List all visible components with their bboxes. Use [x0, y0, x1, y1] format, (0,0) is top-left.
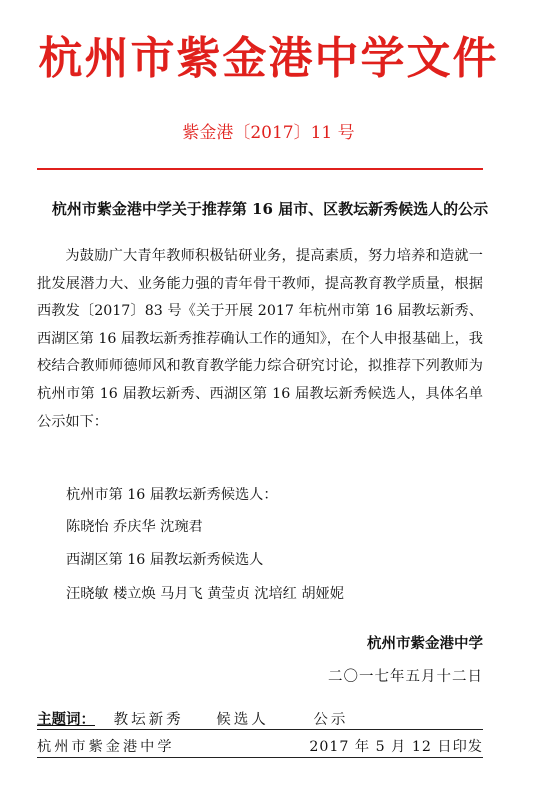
- city-candidates-names: 陈晓怡 乔庆华 沈琬君: [66, 519, 203, 535]
- district-candidates-heading: 西湖区第 16 届教坛新秀候选人: [66, 552, 264, 568]
- district-candidates-names: 汪晓敏 楼立焕 马月飞 黄莹贞 沈培红 胡娅妮: [66, 586, 344, 602]
- signature-organization: 杭州市紫金港中学: [367, 635, 483, 652]
- topic-divider: [37, 729, 483, 730]
- notice-body: 为鼓励广大青年教师积极钻研业务，提高素质，努力培养和造就一批发展潜力大、业务能力强的青年骨干教师，提高教育教学质量，根据西教发〔2017〕83 号《关于开展 2017 年杭州市第 16 届教坛新秀、西湖区第 16 届教坛新秀推荐确认工作的通知》，在个人申报基础上，我校结合教师师德师风和教育教学能力综合研究讨论，拟推荐下列教师为杭州市第 16 届教坛新秀、西湖区第 16 届教坛新秀候选人，具体名单公示如下：: [37, 248, 483, 430]
- notice-title: 杭州市紫金港中学关于推荐第 16 届市、区教坛新秀候选人的公示: [51, 200, 489, 218]
- topic-words-row: [37, 708, 483, 729]
- footer-print-date: 2017 年 5 月 12 日印发: [309, 739, 483, 755]
- topic-label: 主题词：: [37, 711, 95, 728]
- city-candidates-heading: 杭州市第 16 届教坛新秀候选人：: [66, 487, 278, 503]
- topic-word: 教坛新秀: [113, 712, 184, 728]
- header-divider: [37, 168, 483, 170]
- signature-date: 二〇一七年五月十二日: [328, 669, 483, 685]
- footer-divider: [37, 757, 483, 758]
- document-header-title: 杭州市紫金港中学文件: [38, 33, 499, 84]
- document-number: 紫金港〔2017〕11 号: [182, 123, 355, 143]
- footer-issuer: 杭州市紫金港中学: [37, 739, 175, 755]
- topic-word: 候选人: [216, 712, 269, 728]
- topic-word: 公示: [313, 712, 349, 728]
